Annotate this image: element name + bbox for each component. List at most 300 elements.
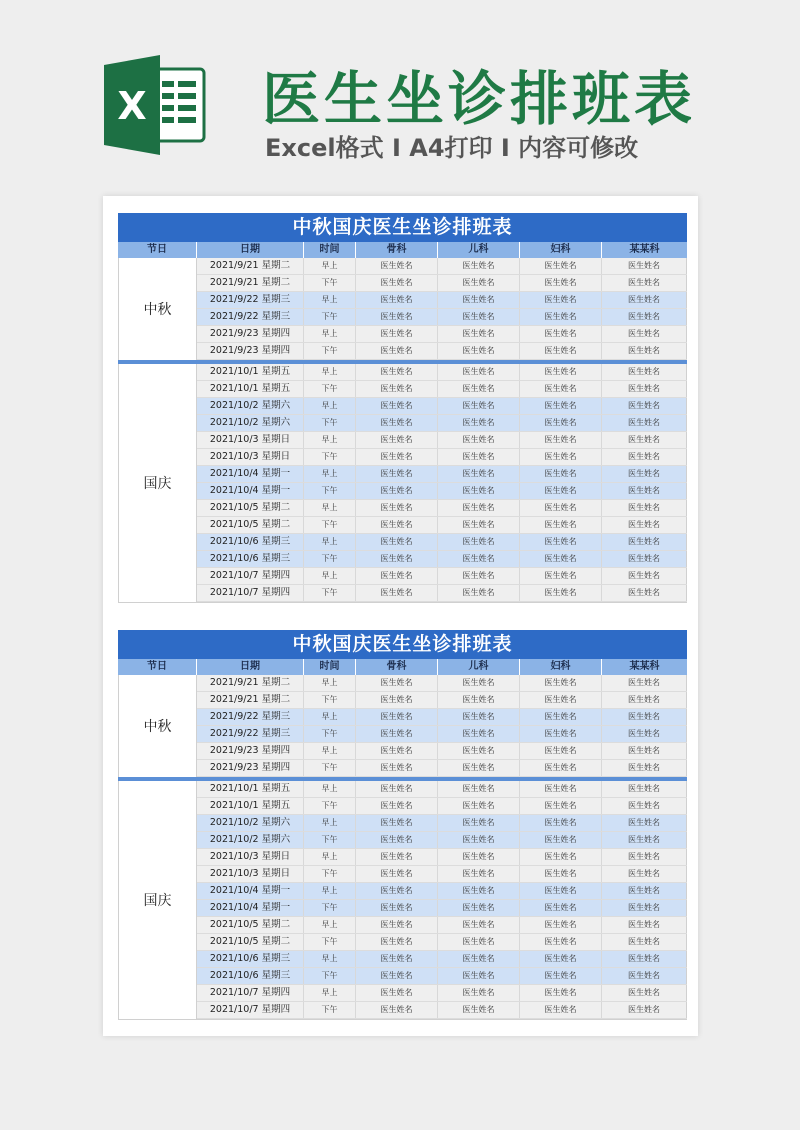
time-cell: 早上 — [304, 849, 356, 865]
festival-label: 国庆 — [118, 781, 197, 1019]
time-cell: 下午 — [304, 866, 356, 882]
doctor-cell: 医生姓名 — [356, 381, 438, 397]
table-row — [197, 449, 687, 466]
doctor-cell: 医生姓名 — [356, 398, 438, 414]
date-cell: 2021/10/2 星期六 — [197, 815, 304, 831]
time-cell: 早上 — [304, 292, 356, 308]
doctor-cell: 医生姓名 — [356, 743, 438, 759]
date-cell: 2021/10/7 星期四 — [197, 585, 304, 601]
time-cell: 下午 — [304, 343, 356, 359]
doctor-cell: 医生姓名 — [602, 326, 687, 342]
table-row — [197, 483, 687, 500]
column-header-row — [118, 659, 687, 675]
page-title: 医生坐诊排班表 — [262, 65, 697, 133]
column-header-row — [118, 242, 687, 258]
doctor-cell: 医生姓名 — [438, 1002, 520, 1018]
time-cell: 下午 — [304, 517, 356, 533]
doctor-cell: 医生姓名 — [520, 551, 602, 567]
table-row — [197, 692, 687, 709]
doctor-cell: 医生姓名 — [520, 466, 602, 482]
festival-group — [118, 675, 687, 777]
column-header: 妇科 — [520, 659, 602, 675]
time-cell: 早上 — [304, 568, 356, 584]
doctor-cell: 医生姓名 — [520, 517, 602, 533]
table-row — [197, 743, 687, 760]
doctor-cell: 医生姓名 — [356, 551, 438, 567]
doctor-cell: 医生姓名 — [438, 832, 520, 848]
doctor-cell: 医生姓名 — [520, 568, 602, 584]
column-header: 时间 — [304, 242, 356, 258]
doctor-cell: 医生姓名 — [602, 534, 687, 550]
doctor-cell: 医生姓名 — [520, 883, 602, 899]
table-row — [197, 534, 687, 551]
table-row — [197, 326, 687, 343]
doctor-cell: 医生姓名 — [520, 985, 602, 1001]
table-row — [197, 466, 687, 483]
doctor-cell: 医生姓名 — [520, 832, 602, 848]
date-cell: 2021/10/5 星期二 — [197, 934, 304, 950]
date-cell: 2021/9/21 星期二 — [197, 675, 304, 691]
date-cell: 2021/10/3 星期日 — [197, 449, 304, 465]
time-cell: 下午 — [304, 1002, 356, 1018]
date-cell: 2021/10/6 星期三 — [197, 951, 304, 967]
date-cell: 2021/9/21 星期二 — [197, 275, 304, 291]
doctor-cell: 医生姓名 — [438, 432, 520, 448]
column-header: 某某科 — [629, 661, 660, 672]
doctor-cell: 医生姓名 — [438, 398, 520, 414]
date-cell: 2021/10/1 星期五 — [197, 364, 304, 380]
doctor-cell: 医生姓名 — [438, 968, 520, 984]
table-row — [197, 951, 687, 968]
doctor-cell: 医生姓名 — [602, 726, 687, 742]
doctor-cell: 医生姓名 — [520, 917, 602, 933]
table-row — [197, 415, 687, 432]
doctor-cell: 医生姓名 — [356, 760, 438, 776]
festival-label: 国庆 — [118, 364, 197, 602]
date-cell: 2021/10/5 星期二 — [197, 917, 304, 933]
table-row — [197, 760, 687, 777]
time-cell: 早上 — [304, 951, 356, 967]
doctor-cell: 医生姓名 — [520, 292, 602, 308]
time-cell: 下午 — [304, 585, 356, 601]
time-cell: 下午 — [304, 934, 356, 950]
doctor-cell: 医生姓名 — [438, 483, 520, 499]
table-row — [197, 968, 687, 985]
table-row — [197, 709, 687, 726]
doctor-cell: 医生姓名 — [438, 466, 520, 482]
doctor-cell: 医生姓名 — [602, 381, 687, 397]
table-row — [197, 275, 687, 292]
doctor-cell: 医生姓名 — [438, 849, 520, 865]
doctor-cell: 医生姓名 — [602, 968, 687, 984]
doctor-cell: 医生姓名 — [602, 849, 687, 865]
date-cell: 2021/10/4 星期一 — [197, 900, 304, 916]
doctor-cell: 医生姓名 — [438, 781, 520, 797]
doctor-cell: 医生姓名 — [520, 675, 602, 691]
doctor-cell: 医生姓名 — [602, 709, 687, 725]
time-cell: 早上 — [304, 917, 356, 933]
doctor-cell: 医生姓名 — [520, 781, 602, 797]
table-row — [197, 675, 687, 692]
doctor-cell: 医生姓名 — [520, 849, 602, 865]
table-row — [197, 309, 687, 326]
table-row — [197, 900, 687, 917]
doctor-cell: 医生姓名 — [602, 364, 687, 380]
doctor-cell: 医生姓名 — [356, 968, 438, 984]
date-cell: 2021/10/5 星期二 — [197, 500, 304, 516]
doctor-cell: 医生姓名 — [438, 381, 520, 397]
doctor-cell: 医生姓名 — [520, 449, 602, 465]
table-row — [197, 292, 687, 309]
doctor-cell: 医生姓名 — [356, 534, 438, 550]
doctor-cell: 医生姓名 — [356, 343, 438, 359]
table-row — [197, 985, 687, 1002]
doctor-cell: 医生姓名 — [438, 275, 520, 291]
time-cell: 早上 — [304, 500, 356, 516]
doctor-cell: 医生姓名 — [602, 432, 687, 448]
table-row — [197, 917, 687, 934]
column-header: 日期 — [197, 242, 304, 258]
doctor-cell: 医生姓名 — [356, 466, 438, 482]
doctor-cell: 医生姓名 — [356, 275, 438, 291]
doctor-cell: 医生姓名 — [438, 815, 520, 831]
doctor-cell: 医生姓名 — [602, 449, 687, 465]
time-cell: 早上 — [304, 258, 356, 274]
doctor-cell: 医生姓名 — [520, 815, 602, 831]
doctor-cell: 医生姓名 — [356, 951, 438, 967]
time-cell: 下午 — [304, 692, 356, 708]
doctor-cell: 医生姓名 — [438, 675, 520, 691]
time-cell: 早上 — [304, 815, 356, 831]
doctor-cell: 医生姓名 — [356, 917, 438, 933]
time-cell: 下午 — [304, 309, 356, 325]
table-row — [197, 381, 687, 398]
table-bottom-border — [118, 602, 687, 603]
doctor-cell: 医生姓名 — [602, 258, 687, 274]
date-cell: 2021/10/6 星期三 — [197, 551, 304, 567]
festival-label: 中秋 — [118, 675, 197, 777]
doctor-cell: 医生姓名 — [356, 1002, 438, 1018]
table-row — [197, 364, 687, 381]
doctor-cell: 医生姓名 — [520, 709, 602, 725]
table-row — [197, 585, 687, 602]
doctor-cell: 医生姓名 — [520, 934, 602, 950]
doctor-cell: 医生姓名 — [356, 849, 438, 865]
doctor-cell: 医生姓名 — [602, 781, 687, 797]
doctor-cell: 医生姓名 — [602, 275, 687, 291]
table-bottom-border — [118, 1019, 687, 1020]
doctor-cell: 医生姓名 — [356, 449, 438, 465]
doctor-cell: 医生姓名 — [356, 866, 438, 882]
page-subtitle: Excel格式 I A4打印 I 内容可修改 — [265, 134, 639, 162]
doctor-cell: 医生姓名 — [520, 951, 602, 967]
date-cell: 2021/10/2 星期六 — [197, 415, 304, 431]
table-row — [197, 849, 687, 866]
time-cell: 早上 — [304, 985, 356, 1001]
date-cell: 2021/10/7 星期四 — [197, 568, 304, 584]
doctor-cell: 医生姓名 — [438, 934, 520, 950]
sheet-title: 中秋国庆医生坐诊排班表 — [118, 213, 687, 242]
doctor-cell: 医生姓名 — [438, 726, 520, 742]
doctor-cell: 医生姓名 — [356, 726, 438, 742]
doctor-cell: 医生姓名 — [602, 900, 687, 916]
time-cell: 早上 — [304, 364, 356, 380]
time-cell: 下午 — [304, 415, 356, 431]
time-cell: 下午 — [304, 760, 356, 776]
doctor-cell: 医生姓名 — [520, 726, 602, 742]
schedule-sheet — [118, 213, 687, 603]
time-cell: 下午 — [304, 275, 356, 291]
time-cell: 早上 — [304, 675, 356, 691]
date-cell: 2021/10/4 星期一 — [197, 466, 304, 482]
table-row — [197, 815, 687, 832]
doctor-cell: 医生姓名 — [520, 415, 602, 431]
table-row — [197, 866, 687, 883]
date-cell: 2021/10/6 星期三 — [197, 534, 304, 550]
time-cell: 下午 — [304, 551, 356, 567]
doctor-cell: 医生姓名 — [356, 883, 438, 899]
date-cell: 2021/9/21 星期二 — [197, 692, 304, 708]
table-row — [197, 398, 687, 415]
doctor-cell: 医生姓名 — [438, 709, 520, 725]
doctor-cell: 医生姓名 — [438, 292, 520, 308]
date-cell: 2021/10/2 星期六 — [197, 398, 304, 414]
doctor-cell: 医生姓名 — [602, 500, 687, 516]
time-cell: 下午 — [304, 381, 356, 397]
doctor-cell: 医生姓名 — [520, 432, 602, 448]
doctor-cell: 医生姓名 — [438, 364, 520, 380]
doctor-cell: 医生姓名 — [602, 743, 687, 759]
table-row — [197, 832, 687, 849]
table-row — [197, 798, 687, 815]
doctor-cell: 医生姓名 — [438, 309, 520, 325]
doctor-cell: 医生姓名 — [520, 258, 602, 274]
date-cell: 2021/10/3 星期日 — [197, 866, 304, 882]
doctor-cell: 医生姓名 — [356, 309, 438, 325]
column-header: 妇科 — [520, 242, 602, 258]
time-cell: 早上 — [304, 398, 356, 414]
doctor-cell: 医生姓名 — [520, 381, 602, 397]
date-cell: 2021/10/4 星期一 — [197, 883, 304, 899]
doctor-cell: 医生姓名 — [520, 500, 602, 516]
doctor-cell: 医生姓名 — [356, 692, 438, 708]
table-row — [197, 500, 687, 517]
time-cell: 下午 — [304, 726, 356, 742]
doctor-cell: 医生姓名 — [356, 292, 438, 308]
doctor-cell: 医生姓名 — [438, 415, 520, 431]
doctor-cell: 医生姓名 — [602, 415, 687, 431]
doctor-cell: 医生姓名 — [602, 832, 687, 848]
time-cell: 下午 — [304, 832, 356, 848]
date-cell: 2021/10/1 星期五 — [197, 781, 304, 797]
doctor-cell: 医生姓名 — [438, 343, 520, 359]
date-cell: 2021/9/22 星期三 — [197, 292, 304, 308]
doctor-cell: 医生姓名 — [356, 985, 438, 1001]
time-cell: 下午 — [304, 900, 356, 916]
table-row — [197, 343, 687, 360]
doctor-cell: 医生姓名 — [602, 675, 687, 691]
doctor-cell: 医生姓名 — [356, 585, 438, 601]
doctor-cell: 医生姓名 — [356, 483, 438, 499]
doctor-cell: 医生姓名 — [438, 258, 520, 274]
doctor-cell: 医生姓名 — [520, 968, 602, 984]
doctor-cell: 医生姓名 — [520, 483, 602, 499]
doctor-cell: 医生姓名 — [520, 866, 602, 882]
doctor-cell: 医生姓名 — [520, 275, 602, 291]
doctor-cell: 医生姓名 — [356, 415, 438, 431]
column-header: 儿科 — [438, 242, 520, 258]
time-cell: 早上 — [304, 883, 356, 899]
doctor-cell: 医生姓名 — [438, 917, 520, 933]
doctor-cell: 医生姓名 — [602, 917, 687, 933]
date-cell: 2021/9/23 星期四 — [197, 743, 304, 759]
doctor-cell: 医生姓名 — [602, 934, 687, 950]
date-cell: 2021/10/6 星期三 — [197, 968, 304, 984]
doctor-cell: 医生姓名 — [602, 760, 687, 776]
schedule-sheet — [118, 630, 687, 1020]
date-cell: 2021/9/22 星期三 — [197, 709, 304, 725]
sheet-title: 中秋国庆医生坐诊排班表 — [118, 630, 687, 659]
doctor-cell: 医生姓名 — [520, 398, 602, 414]
date-cell: 2021/10/1 星期五 — [197, 798, 304, 814]
doctor-cell: 医生姓名 — [602, 951, 687, 967]
doctor-cell: 医生姓名 — [438, 692, 520, 708]
time-cell: 早上 — [304, 709, 356, 725]
doctor-cell: 医生姓名 — [602, 568, 687, 584]
festival-group — [118, 781, 687, 1019]
doctor-cell: 医生姓名 — [438, 866, 520, 882]
doctor-cell: 医生姓名 — [438, 551, 520, 567]
time-cell: 下午 — [304, 449, 356, 465]
doctor-cell: 医生姓名 — [356, 832, 438, 848]
page-header — [0, 0, 800, 195]
doctor-cell: 医生姓名 — [356, 781, 438, 797]
column-header: 节日 — [118, 659, 197, 675]
doctor-cell: 医生姓名 — [602, 985, 687, 1001]
excel-logo-icon — [100, 55, 210, 155]
doctor-cell: 医生姓名 — [520, 534, 602, 550]
date-cell: 2021/9/23 星期四 — [197, 343, 304, 359]
doctor-cell: 医生姓名 — [602, 883, 687, 899]
doctor-cell: 医生姓名 — [520, 309, 602, 325]
doctor-cell: 医生姓名 — [356, 709, 438, 725]
doctor-cell: 医生姓名 — [520, 692, 602, 708]
doctor-cell: 医生姓名 — [356, 500, 438, 516]
document-card — [103, 196, 698, 1036]
doctor-cell: 医生姓名 — [356, 798, 438, 814]
doctor-cell: 医生姓名 — [602, 551, 687, 567]
doctor-cell: 医生姓名 — [438, 760, 520, 776]
column-header: 骨科 — [356, 659, 438, 675]
doctor-cell: 医生姓名 — [602, 309, 687, 325]
doctor-cell: 医生姓名 — [602, 483, 687, 499]
date-cell: 2021/10/1 星期五 — [197, 381, 304, 397]
doctor-cell: 医生姓名 — [520, 760, 602, 776]
festival-label: 中秋 — [118, 258, 197, 360]
time-cell: 早上 — [304, 743, 356, 759]
doctor-cell: 医生姓名 — [356, 675, 438, 691]
doctor-cell: 医生姓名 — [602, 585, 687, 601]
doctor-cell: 医生姓名 — [602, 398, 687, 414]
doctor-cell: 医生姓名 — [438, 326, 520, 342]
doctor-cell: 医生姓名 — [438, 585, 520, 601]
date-cell: 2021/10/7 星期四 — [197, 1002, 304, 1018]
doctor-cell: 医生姓名 — [356, 258, 438, 274]
doctor-cell: 医生姓名 — [438, 500, 520, 516]
doctor-cell: 医生姓名 — [602, 866, 687, 882]
doctor-cell: 医生姓名 — [602, 798, 687, 814]
doctor-cell: 医生姓名 — [438, 951, 520, 967]
column-header: 节日 — [118, 242, 197, 258]
doctor-cell: 医生姓名 — [438, 449, 520, 465]
doctor-cell: 医生姓名 — [602, 466, 687, 482]
date-cell: 2021/10/3 星期日 — [197, 432, 304, 448]
date-cell: 2021/9/23 星期四 — [197, 326, 304, 342]
table-row — [197, 726, 687, 743]
doctor-cell: 医生姓名 — [520, 585, 602, 601]
doctor-cell: 医生姓名 — [602, 292, 687, 308]
time-cell: 早上 — [304, 326, 356, 342]
doctor-cell: 医生姓名 — [520, 364, 602, 380]
table-row — [197, 551, 687, 568]
date-cell: 2021/10/3 星期日 — [197, 849, 304, 865]
doctor-cell: 医生姓名 — [438, 985, 520, 1001]
doctor-cell: 医生姓名 — [602, 815, 687, 831]
column-header: 骨科 — [356, 242, 438, 258]
doctor-cell: 医生姓名 — [602, 343, 687, 359]
time-cell: 早上 — [304, 466, 356, 482]
doctor-cell: 医生姓名 — [438, 534, 520, 550]
table-row — [197, 934, 687, 951]
doctor-cell: 医生姓名 — [438, 900, 520, 916]
doctor-cell: 医生姓名 — [438, 568, 520, 584]
doctor-cell: 医生姓名 — [356, 900, 438, 916]
doctor-cell: 医生姓名 — [356, 815, 438, 831]
doctor-cell: 医生姓名 — [520, 326, 602, 342]
doctor-cell: 医生姓名 — [438, 743, 520, 759]
doctor-cell: 医生姓名 — [438, 798, 520, 814]
doctor-cell: 医生姓名 — [438, 517, 520, 533]
festival-group — [118, 364, 687, 602]
doctor-cell: 医生姓名 — [356, 517, 438, 533]
date-cell: 2021/10/5 星期二 — [197, 517, 304, 533]
doctor-cell: 医生姓名 — [602, 517, 687, 533]
table-row — [197, 1002, 687, 1019]
doctor-cell: 医生姓名 — [438, 883, 520, 899]
date-cell: 2021/9/22 星期三 — [197, 309, 304, 325]
doctor-cell: 医生姓名 — [520, 900, 602, 916]
doctor-cell: 医生姓名 — [520, 798, 602, 814]
table-row — [197, 432, 687, 449]
doctor-cell: 医生姓名 — [602, 1002, 687, 1018]
doctor-cell: 医生姓名 — [520, 343, 602, 359]
date-cell: 2021/9/21 星期二 — [197, 258, 304, 274]
column-header: 时间 — [304, 659, 356, 675]
doctor-cell: 医生姓名 — [356, 364, 438, 380]
doctor-cell: 医生姓名 — [602, 692, 687, 708]
festival-group — [118, 258, 687, 360]
date-cell: 2021/10/7 星期四 — [197, 985, 304, 1001]
date-cell: 2021/10/4 星期一 — [197, 483, 304, 499]
time-cell: 早上 — [304, 432, 356, 448]
doctor-cell: 医生姓名 — [520, 1002, 602, 1018]
table-row — [197, 568, 687, 585]
time-cell: 下午 — [304, 968, 356, 984]
date-cell: 2021/9/22 星期三 — [197, 726, 304, 742]
table-row — [197, 258, 687, 275]
doctor-cell: 医生姓名 — [356, 326, 438, 342]
date-cell: 2021/10/2 星期六 — [197, 832, 304, 848]
